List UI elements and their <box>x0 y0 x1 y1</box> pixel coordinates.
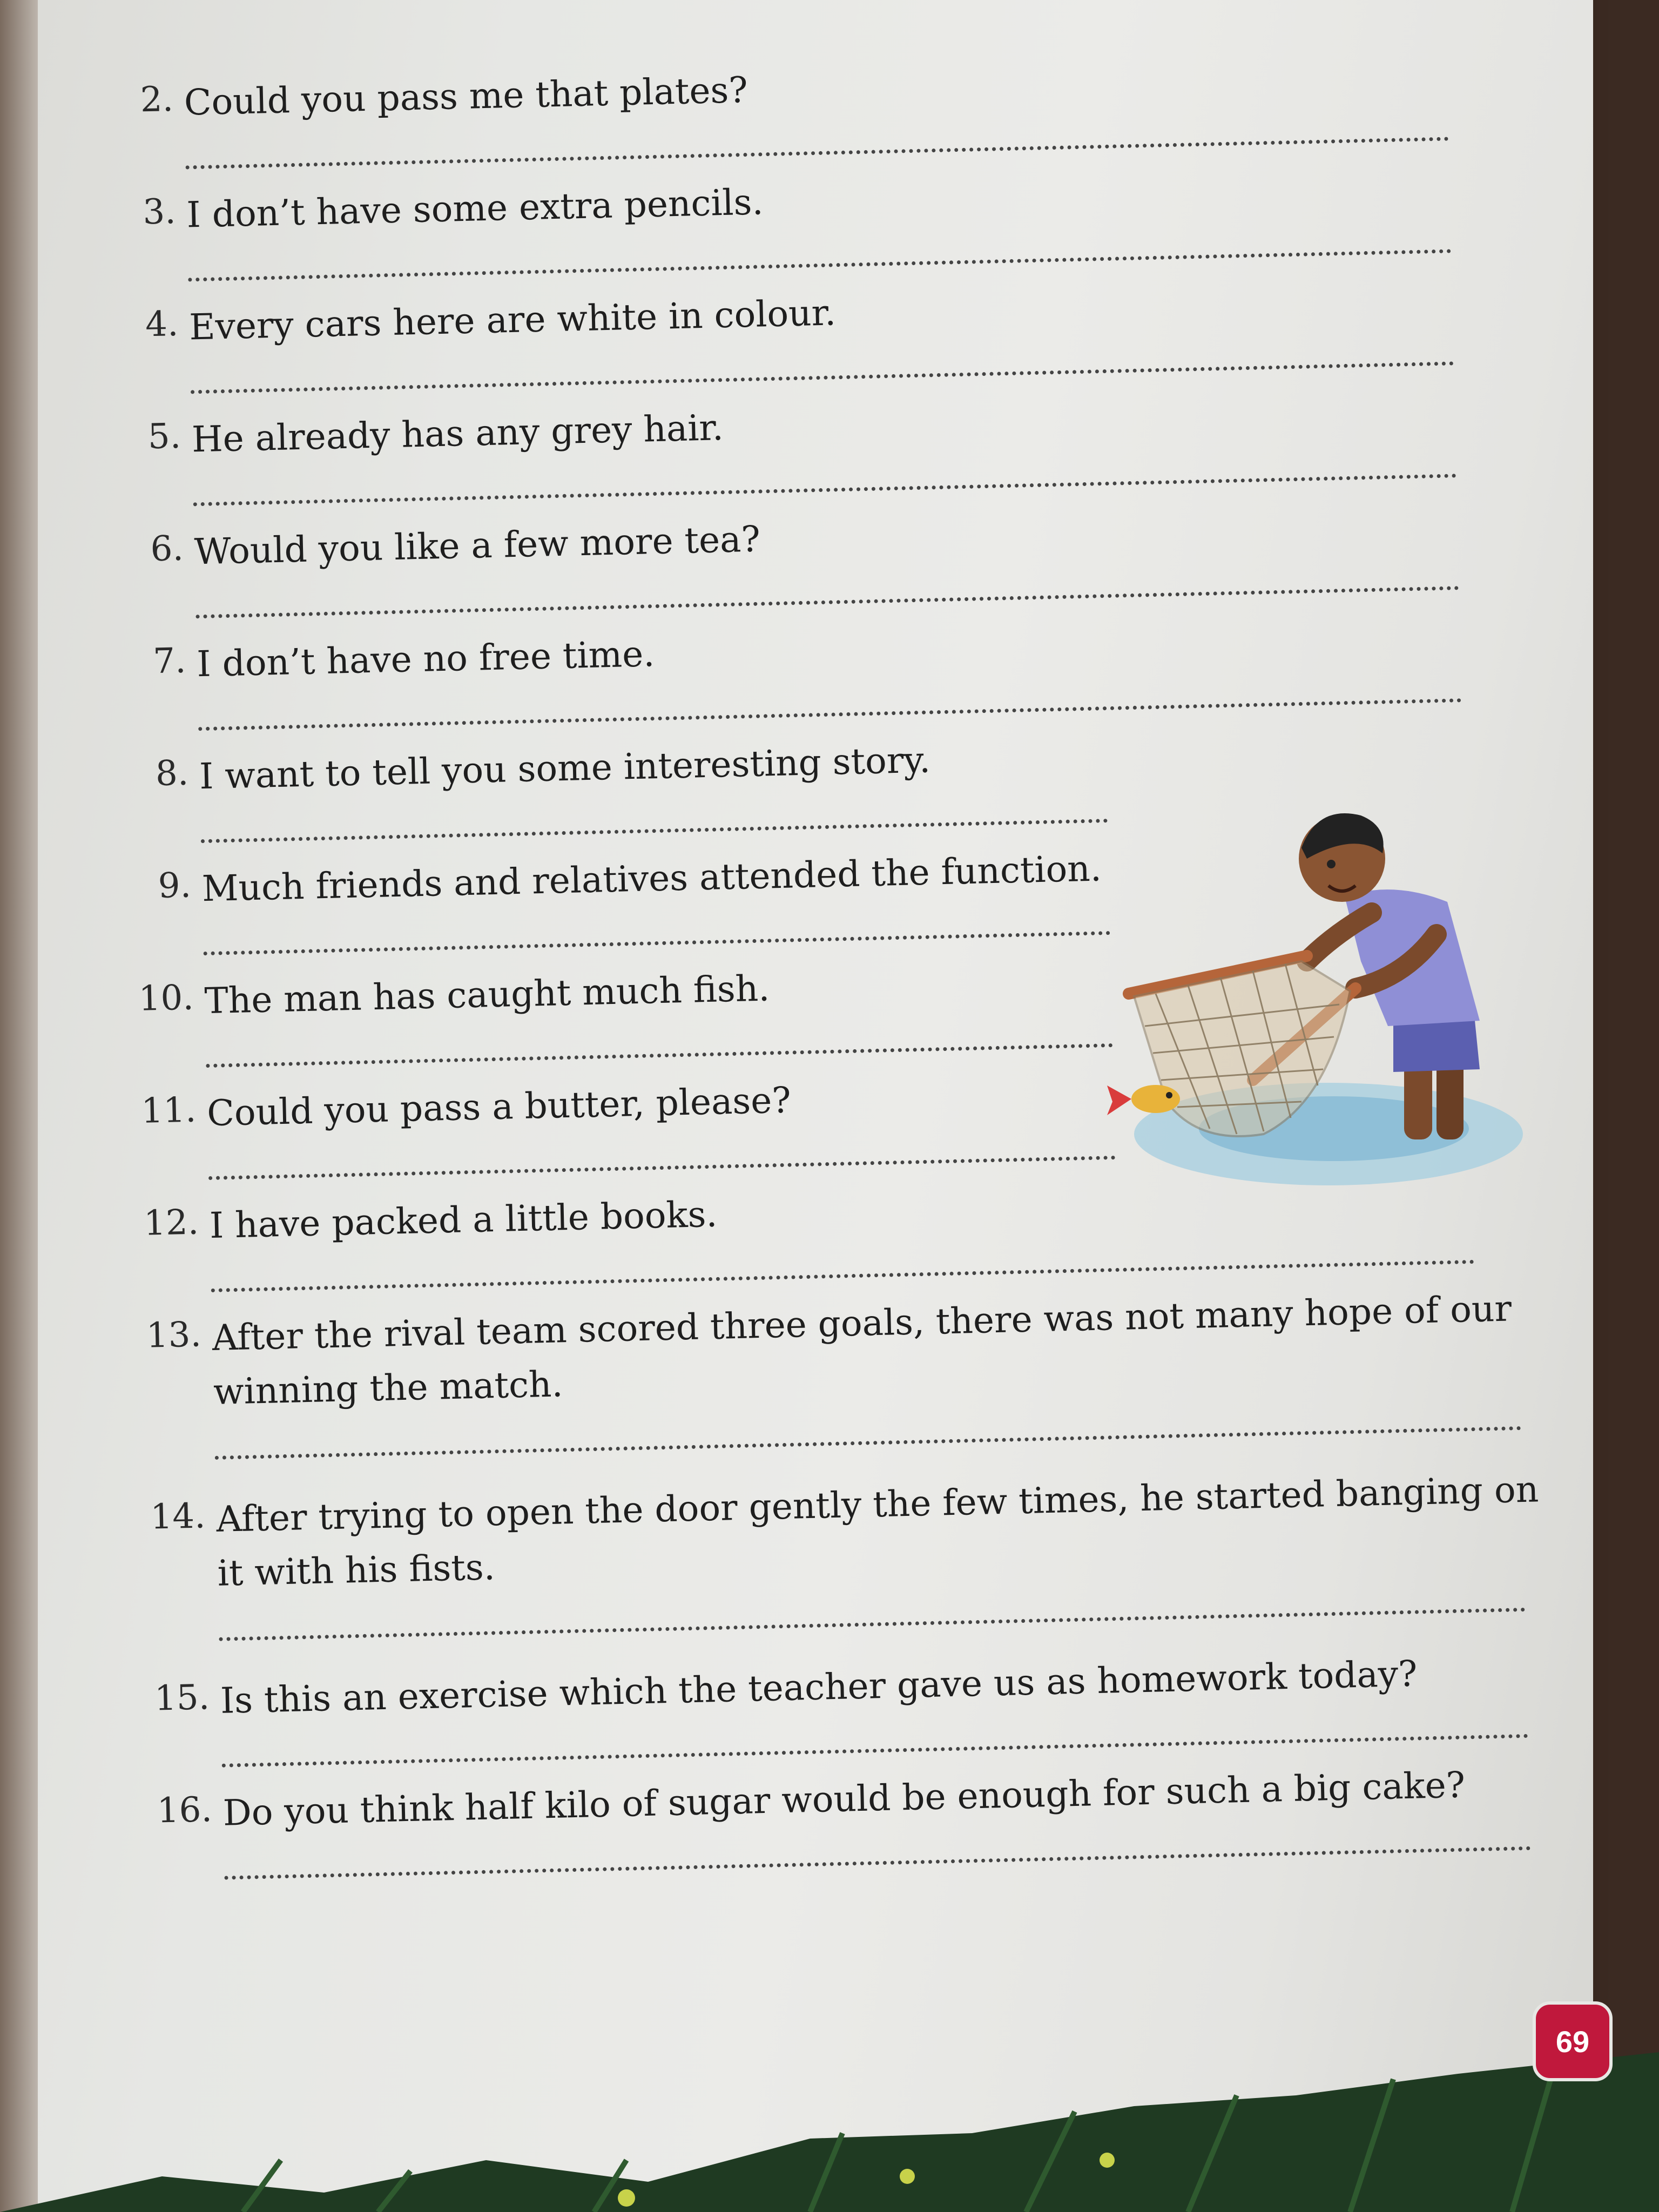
item-sentence: After trying to open the door gently the few times, he started banging on it with his fists. <box>215 1468 1539 1594</box>
item-number: 10. <box>138 977 194 1019</box>
grass-decoration <box>0 1998 1659 2212</box>
item-sentence: Could you pass a butter, please? <box>206 1079 792 1135</box>
item-sentence: I don’t have no free time. <box>196 633 655 685</box>
exercise-item <box>131 1283 1593 1498</box>
answer-line[interactable] <box>201 819 1108 843</box>
item-sentence: I want to tell you some interesting story. <box>199 739 931 798</box>
item-sentence: I have packed a little books. <box>209 1193 718 1247</box>
item-sentence: Much friends and relatives attended the function. <box>201 847 1102 910</box>
answer-line[interactable] <box>215 1426 1522 1460</box>
item-number: 7. <box>152 640 187 682</box>
item-number: 12. <box>143 1202 199 1244</box>
answer-line[interactable] <box>204 931 1111 955</box>
item-sentence: Would you like a few more tea? <box>193 518 761 573</box>
answer-line[interactable] <box>219 1608 1526 1641</box>
item-sentence: Could you pass me that plates? <box>184 69 748 124</box>
item-number: 3. <box>142 191 177 233</box>
item-number: 5. <box>147 416 181 457</box>
item-sentence: Every cars here are white in colour. <box>188 292 837 348</box>
item-number: 6. <box>150 528 184 570</box>
item-sentence: Do you think half kilo of sugar would be enough for such a big cake? <box>222 1764 1466 1834</box>
item-sentence: After the rival team scored three goals, there was not many hope of our winning the match. <box>211 1287 1512 1413</box>
item-number: 16. <box>157 1790 213 1831</box>
item-number: 15. <box>154 1677 210 1719</box>
item-sentence: He already has any grey hair. <box>191 407 724 461</box>
item-number: 9. <box>157 865 192 907</box>
page-number-badge: 69 <box>1533 2001 1613 2081</box>
item-sentence: Is this an exercise which the teacher gave us as homework today? <box>220 1653 1418 1722</box>
page-binding-edge <box>0 0 38 2212</box>
answer-line[interactable] <box>224 1846 1531 1880</box>
item-number: 4. <box>145 304 179 345</box>
boy-with-fishing-net-illustration <box>1102 799 1528 1220</box>
item-number: 2. <box>139 79 174 120</box>
item-sentence: The man has caught much fish. <box>204 967 770 1022</box>
item-number: 8. <box>155 753 189 794</box>
exercise-item <box>135 1465 1597 1679</box>
item-number: 11. <box>140 1090 197 1131</box>
item-number: 13. <box>146 1314 202 1356</box>
item-sentence: I don’t have some extra pencils. <box>186 181 764 236</box>
item-number: 14. <box>150 1496 206 1537</box>
answer-line[interactable] <box>206 1043 1113 1068</box>
answer-line[interactable] <box>208 1156 1116 1180</box>
